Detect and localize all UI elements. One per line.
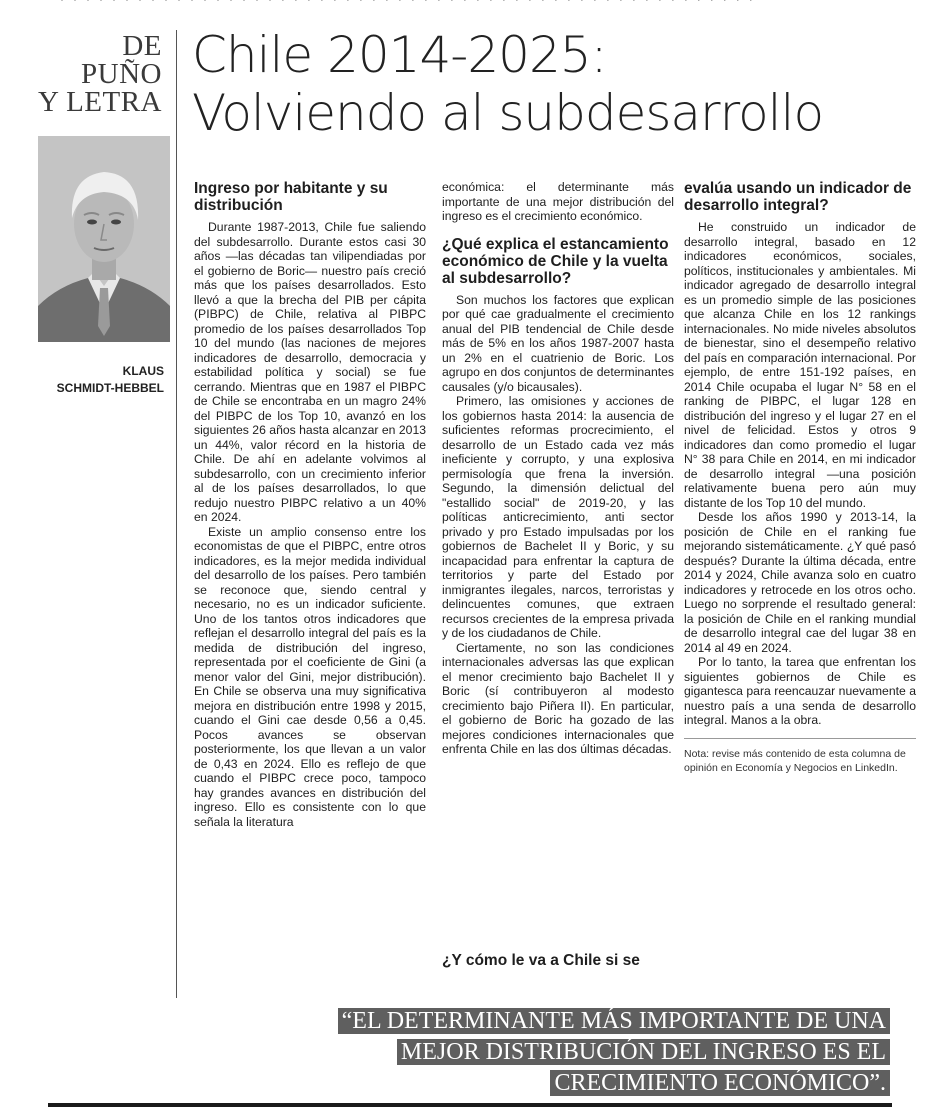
title-line: Volviendo al subdesarrollo [192,84,824,142]
article-title [192,26,823,142]
pull-quote [258,1006,890,1099]
paragraph: económica: el determinante más importante de una mejor distribución del ingreso es el crecimiento económico. [442,180,674,223]
top-cut-text: · · · · · · · · · · · · · · · · · · · · · · · · · · · · · · · · · · · · · · · · · · · · · · · · · · · · · · [60,0,756,7]
title-line: Chile 2014-2025: [192,26,607,84]
paragraph: Durante 1987-2013, Chile fue saliendo del subdesarrollo. Durante estos casi 30 años —las décadas tan vilipendiadas por el gobierno de Boric— nuestro país creció más que los países desarrollados. Esto llevó a que la brecha del PIB per cápita (PIBPC) de Chile, relativa al PIBPC promedio de los países desarrollados Top 10 del mundo (las naciones de mejores indicadores de desarrollo, democracia y estabilidad política y social) se fue cerrando. Mientras que en 1987 el PIBPC de Chile se encontraba en un magro 24% del PIBPC de los Top 10, avanzó en los siguientes 26 años hasta alcanzar en 2013 un 44%, valor récord en la historia de Chile. De ahí en adelante volvimos al subdesarrollo, con un crecimiento inferior al de los países desarrollados, lo que redujo nuestro PIBPC relativo a un 40% en 2024. [194,220,426,524]
section-label [38,32,162,116]
subheading: Ingreso por habitante y su distribución [194,180,388,214]
section-line: Y LETRA [37,86,162,118]
vertical-divider [176,30,177,998]
paragraph: Primero, las omisiones y acciones de los gobiernos hasta 2014: la ausencia de suficientes reformas procrecimiento, el desarrollo de un Estado cada vez más ineficiente y corrupto, y una explosiva permisología que frena la inversión. Segundo, la dimensión delictual del "estallido social" de 2019-20, y las políticas anticrecimiento, anti sector privado y pro Estado impulsadas por los gobiernos de Bachelet II y Boric, y su incapacidad para enfrentar la captura de territorios y parte del Estado por inmigrantes ilegales, narcos, terroristas y delincuentes comunes, que extraen recursos crecientes de la empresa privada y de los ciudadanos de Chile. [442,394,674,640]
bottom-rule [48,1103,892,1107]
author-portrait-illustration [38,136,170,342]
paragraph: Desde los años 1990 y 2013-14, la posición de Chile en el ranking fue mejorando sistemáticamente. ¿Y qué pasó después? Durante la última década, entre 2014 y 2024, Chile avanza solo en cuatro indicadores y retrocede en los otros ocho. Luego no sorprende el resultado general: la posición de Chile en el ranking mundial de desarrollo integral cae del lugar 38 en 2014 al 49 en 2024. [684,510,916,655]
subheading: evalúa usando un indicador de desarrollo integral? [684,180,912,214]
paragraph: He construido un indicador de desarrollo integral, basado en 12 indicadores económicos, sociales, políticos, institucionales y ambientales. Mi indicador agregado de desarrollo integral es un promedio simple de las posiciones que alcanza Chile en los 12 rankings internacionales. No mide niveles absolutos de bienestar, sino el desempeño relativo del país en comparación internacional. Por ejemplo, de entre 151-192 países, en 2014 Chile ocupaba el lugar N° 58 en el ranking de PIBPC, el lugar 128 en distribución del ingreso y el lugar 27 en el nivel de felicidad. Estos y otros 9 indicadores dan como promedio el lugar N° 38 para Chile en 2014, en mi indicador de desarrollo integral —una posición relativamente buena pero aún muy distante de los Top 10 del mundo. [684,220,916,510]
footnote: Nota: revise más contenido de esta columna de opinión en Economía y Negocios en LinkedIn. [684,738,916,775]
pull-quote-line: MEJOR DISTRIBUCIÓN DEL INGRESO ES EL [397,1039,890,1065]
section-line: DE [122,30,162,62]
author-name-line: SCHMIDT-HEBBEL [56,381,164,395]
paragraph: Ciertamente, no son las condiciones internacionales adversas las que explican el menor crecimiento bajo Bachelet II y Boric (sí contribuyeron al modesto crecimiento bajo Piñera II). En particular, el gobierno de Boric ha gozado de las mejores condiciones internacionales que enfrenta Chile en las dos últimas décadas. [442,640,674,756]
paragraph: Existe un amplio consenso entre los economistas de que el PIBPC, entre otros indicadores, es la mejor medida individual del desarrollo de los países. Pero también se reconoce que, siendo central y necesario, no es un indicador suficiente. Uno de los tantos otros indicadores que reflejan el desarrollo integral del país es la medida de distribución del ingreso, representada por el coeficiente de Gini (a menor valor del Gini, mejor distribución). En Chile se observa una muy significativa mejora en distribución entre 1998 y 2015, cuando el Gini cae desde 0,56 a 0,45. Pocos avances se observan posteriormente, los que llevan a un valor de 0,43 en 2024. Ello es reflejo de que cuando el PIBPC crece poco, tampoco hay grandes avances en distribución del ingreso. Ello es consistente con lo que señala la literatura [194,524,426,829]
section-line: PUÑO [81,58,162,90]
article-column-3 [684,180,916,775]
article-column-1 [194,180,426,829]
paragraph: Por lo tanto, la tarea que enfrentan los siguientes gobiernos de Chile es gigantesca para reencauzar nuevamente a nuestro país a una senda de desarrollo integral. Manos a la obra. [684,655,916,727]
article-column-2 [442,180,674,757]
subheading-continued: ¿Y cómo le va a Chile si se [442,952,640,969]
author-photo [38,136,170,342]
paragraph: Son muchos los factores que explican por qué cae gradualmente el crecimiento anual del PIB tendencial de Chile desde más de 5% en los años 1987-2007 hasta un 2% en el cuatrienio de Boric. Los agrupo en dos conjuntos de determinantes causales (y/o bicausales). [442,292,674,394]
top-page-edge [0,0,938,8]
author-name-line: KLAUS [122,364,164,378]
pull-quote-line: “EL DETERMINANTE MÁS IMPORTANTE DE UNA [338,1008,890,1034]
author-byline [57,363,164,397]
subheading: ¿Qué explica el estancamiento económico de Chile y la vuelta al subdesarrollo? [442,235,669,287]
pull-quote-line: CRECIMIENTO ECONÓMICO”. [550,1070,890,1096]
